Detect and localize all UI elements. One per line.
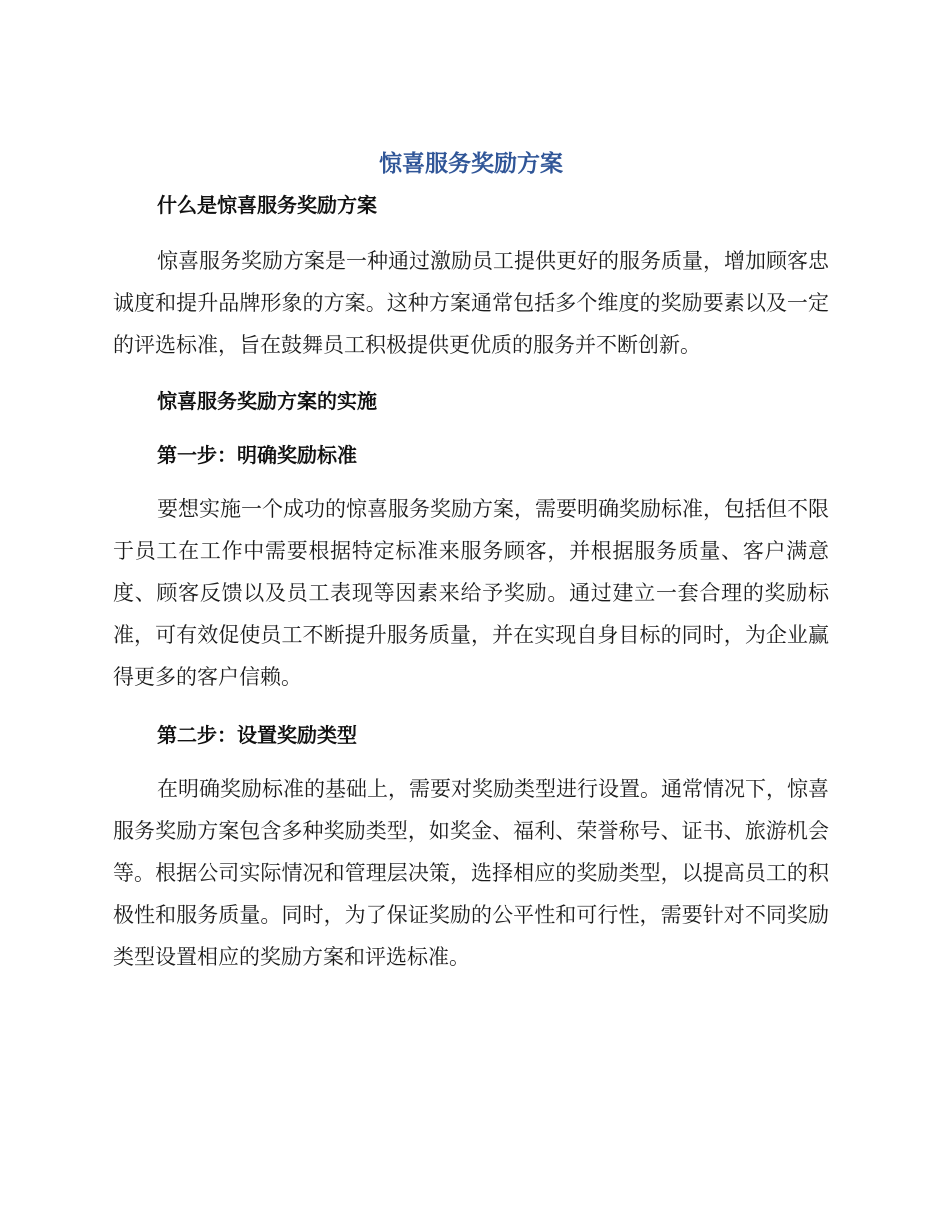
step-heading-2: 第二步：设置奖励类型 bbox=[157, 723, 357, 747]
section-heading-what-is: 什么是惊喜服务奖励方案 bbox=[157, 193, 377, 217]
step-heading-1: 第一步：明确奖励标准 bbox=[157, 443, 357, 467]
section-paragraph-what-is: 惊喜服务奖励方案是一种通过激励员工提供更好的服务质量，增加顾客忠诚度和提升品牌形象的方案。这种方案通常包括多个维度的奖励要素以及一定的评选标准，旨在鼓舞员工积极提供更优质的服务并不断创新。 bbox=[113, 249, 829, 357]
section-heading-implementation: 惊喜服务奖励方案的实施 bbox=[157, 389, 377, 413]
document-body bbox=[113, 146, 829, 978]
document-title: 惊喜服务奖励方案 bbox=[379, 151, 563, 177]
step-paragraph-2: 在明确奖励标准的基础上，需要对奖励类型进行设置。通常情况下，惊喜服务奖励方案包含多种奖励类型，如奖金、福利、荣誉称号、证书、旅游机会等。根据公司实际情况和管理层决策，选择相应的奖励类型，以提高员工的积极性和服务质量。同时，为了保证奖励的公平性和可行性，需要针对不同奖励类型设置相应的奖励方案和评选标准。 bbox=[113, 777, 829, 969]
step-paragraph-1: 要想实施一个成功的惊喜服务奖励方案，需要明确奖励标准，包括但不限于员工在工作中需要根据特定标准来服务顾客，并根据服务质量、客户满意度、顾客反馈以及员工表现等因素来给予奖励。通过建立一套合理的奖励标准，可有效促使员工不断提升服务质量，并在实现自身目标的同时，为企业赢得更多的客户信赖。 bbox=[113, 497, 829, 689]
